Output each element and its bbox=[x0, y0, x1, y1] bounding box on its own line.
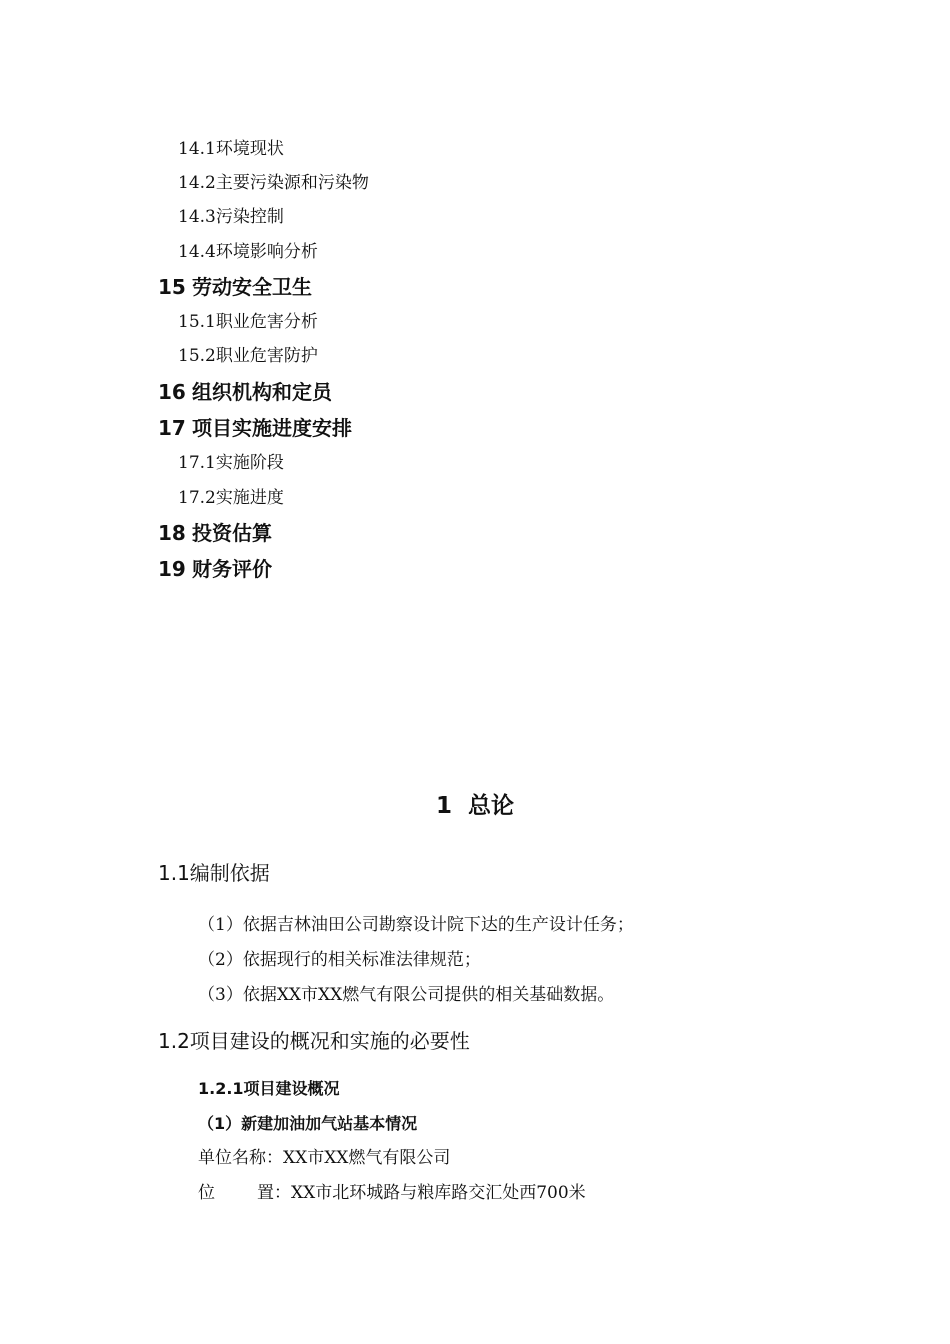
basis-item: （3）依据XX市XX燃气有限公司提供的相关基础数据。 bbox=[198, 985, 615, 1005]
toc-item[interactable]: 14.4环境影响分析 bbox=[178, 242, 318, 262]
toc-chapter-label: 项目实施进度安排 bbox=[192, 416, 352, 440]
field-value: XX市北环城路与粮库路交汇处西700米 bbox=[291, 1183, 586, 1203]
toc-item[interactable]: 17.2实施进度 bbox=[178, 488, 284, 508]
field-label bbox=[198, 1182, 291, 1204]
item-heading: （1）新建加油加气站基本情况 bbox=[198, 1114, 418, 1133]
toc-chapter-label: 劳动安全卫生 bbox=[192, 275, 312, 299]
toc-chapter-number: 15 bbox=[158, 275, 186, 299]
toc-item[interactable]: 14.3污染控制 bbox=[178, 207, 284, 227]
toc-chapter-label: 投资估算 bbox=[192, 521, 272, 545]
toc-chapter-number: 16 bbox=[158, 380, 186, 404]
toc-item[interactable]: 15.2职业危害防护 bbox=[178, 346, 318, 366]
field-row-location bbox=[198, 1182, 586, 1204]
toc-chapter-label: 组织机构和定员 bbox=[192, 380, 332, 404]
field-label-rest: 置： bbox=[257, 1183, 291, 1203]
toc-chapter-item[interactable] bbox=[158, 380, 332, 404]
toc-chapter-item[interactable] bbox=[158, 557, 272, 581]
toc-chapter-number: 17 bbox=[158, 416, 186, 440]
subsection-heading: 1.2.1项目建设概况 bbox=[198, 1079, 340, 1098]
chapter-title-text: 总论 bbox=[468, 793, 514, 819]
field-row-unit-name bbox=[198, 1147, 450, 1169]
section-heading: 1.2项目建设的概况和实施的必要性 bbox=[158, 1029, 470, 1053]
chapter-title bbox=[0, 792, 950, 820]
toc-item[interactable]: 15.1职业危害分析 bbox=[178, 312, 318, 332]
toc-chapter-item[interactable] bbox=[158, 416, 352, 440]
toc-item[interactable]: 14.1环境现状 bbox=[178, 139, 284, 159]
toc-chapter-number: 19 bbox=[158, 557, 186, 581]
basis-item: （2）依据现行的相关标准法律规范； bbox=[198, 950, 481, 970]
toc-chapter-item[interactable] bbox=[158, 275, 312, 299]
field-label-first-char: 位 bbox=[198, 1183, 215, 1203]
toc-item[interactable]: 17.1实施阶段 bbox=[178, 453, 284, 473]
section-heading: 1.1编制依据 bbox=[158, 861, 270, 885]
toc-chapter-item[interactable] bbox=[158, 521, 272, 545]
field-value: XX市XX燃气有限公司 bbox=[283, 1148, 451, 1168]
toc-chapter-number: 18 bbox=[158, 521, 186, 545]
toc-chapter-label: 财务评价 bbox=[192, 557, 272, 581]
toc-item[interactable]: 14.2主要污染源和污染物 bbox=[178, 173, 369, 193]
basis-item: （1）依据吉林油田公司勘察设计院下达的生产设计任务； bbox=[198, 915, 634, 935]
field-label: 单位名称： bbox=[198, 1148, 283, 1168]
chapter-number: 1 bbox=[435, 793, 452, 819]
